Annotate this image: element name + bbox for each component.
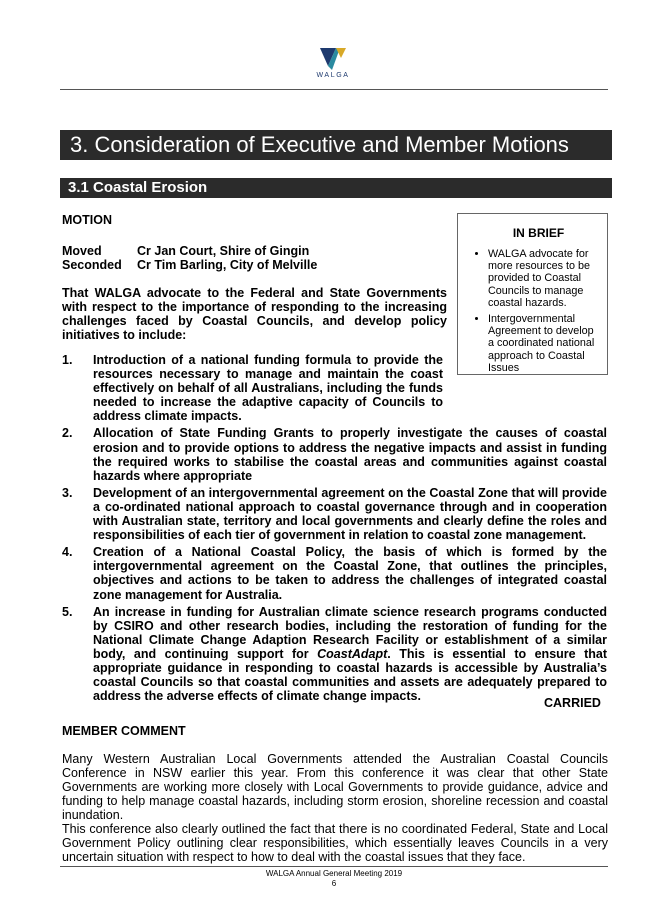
in-brief-bullet: • Intergovernmental Agreement to develop a coordinated national approach to Coastal Issues xyxy=(488,313,601,374)
in-brief-title: IN BRIEF xyxy=(512,226,565,240)
seconded-label: Seconded xyxy=(62,258,122,272)
motion-item xyxy=(62,545,607,601)
motion-item xyxy=(62,605,607,704)
item-text-italic: CoastAdapt xyxy=(317,646,388,661)
item-number: 4. xyxy=(62,545,73,560)
section-title: 3. Consideration of Executive and Member Motions xyxy=(60,130,612,160)
item-number: 5. xyxy=(62,604,73,619)
item-text: Creation of a National Coastal Policy, the basis of which is formed by the intergovernmental agreement on the Coastal Zone, that outlines the principles, objectives and actions to be taken to address the challenges of integrated coastal zone management for Australia. xyxy=(93,545,607,602)
seconded-value: Cr Tim Barling, City of Melville xyxy=(137,258,318,272)
subsection-title: 3.1 Coastal Erosion xyxy=(60,178,612,198)
in-brief-list xyxy=(458,248,607,374)
item-number: 3. xyxy=(62,485,73,500)
moved-row xyxy=(62,244,309,258)
motion-heading: MOTION xyxy=(62,213,112,227)
member-comment-paragraph: Many Western Australian Local Governments attended the Australian Coastal Councils Conference in NSW earlier this year. From this conference it was clear that other State Governments are working more closely with Local Governments to provide guidance, advice and funding to help manage coastal hazards, including storm erosion, shoreline recession and coastal inundation. xyxy=(62,752,608,822)
item-text: . This is essential to ensure that appropriate guidance in responding to coastal hazards is accessible by Australia’s coastal Councils so that coastal communities and assets are adequately prepared to address the adverse effects of climate change impacts. xyxy=(93,646,607,704)
footer-rule xyxy=(60,866,608,867)
motion-item xyxy=(62,426,607,482)
item-number: 1. xyxy=(62,353,73,367)
walga-logo-mark-icon xyxy=(306,42,360,72)
item-text: An increase in funding for Australian climate science research programs conducted by CSIRO and other research bodies, including the restoration of funding for the National Climate Change Adaption Research Facility or establishment of a similar body, and continuing support for xyxy=(93,604,607,661)
page-footer xyxy=(60,869,608,889)
in-brief-bullet: • WALGA advocate for more resources to be provided to Coastal Councils to manage coastal hazards. xyxy=(488,248,601,309)
in-brief-box xyxy=(457,213,608,375)
walga-logo xyxy=(306,42,360,86)
footer-title: WALGA Annual General Meeting 2019 xyxy=(265,869,403,878)
seconded-row xyxy=(62,258,317,272)
logo-text: WALGA xyxy=(316,72,350,79)
motion-intro: That WALGA advocate to the Federal and State Governments with respect to the importance of responding to the increasing challenges faced by Coastal Councils, and develop policy initiatives to include: xyxy=(62,286,447,342)
member-comment-heading: MEMBER COMMENT xyxy=(62,724,186,738)
header-rule xyxy=(60,89,608,90)
item-text: Development of an intergovernmental agreement on the Coastal Zone that will provide a co-ordinated national approach to coastal governance through and in cooperation with Australian state, territory and local governments and clearly define the roles and responsibilities of each tier of government in relation to coastal zone management. xyxy=(93,485,607,543)
moved-value: Cr Jan Court, Shire of Gingin xyxy=(137,244,310,258)
motion-item xyxy=(62,486,607,542)
motion-items xyxy=(62,353,607,706)
motion-result: CARRIED xyxy=(544,696,601,710)
moved-label: Moved xyxy=(62,244,102,258)
item-text: Introduction of a national funding formula to provide the resources necessary to manage and maintain the coast effectively on behalf of all Australians, including the funds needed to increase the adaptive capacity of Councils to address climate impacts. xyxy=(93,353,443,424)
member-comment-paragraph: This conference also clearly outlined the fact that there is no coordinated Federal, State and Local Government Policy outlining clear responsibilities, which essentially leaves Councils in a very uncertain situation with respect to how to deal with the coastal issues that they face. xyxy=(62,822,608,864)
item-number: 2. xyxy=(62,426,73,441)
page-number: 6 xyxy=(331,879,337,888)
item-text: Allocation of State Funding Grants to properly investigate the causes of coastal erosion and to provide options to address the negative impacts and assist in funding the required works to stabilise the coastal areas and communities against coastal hazards where appropriate xyxy=(93,426,607,483)
